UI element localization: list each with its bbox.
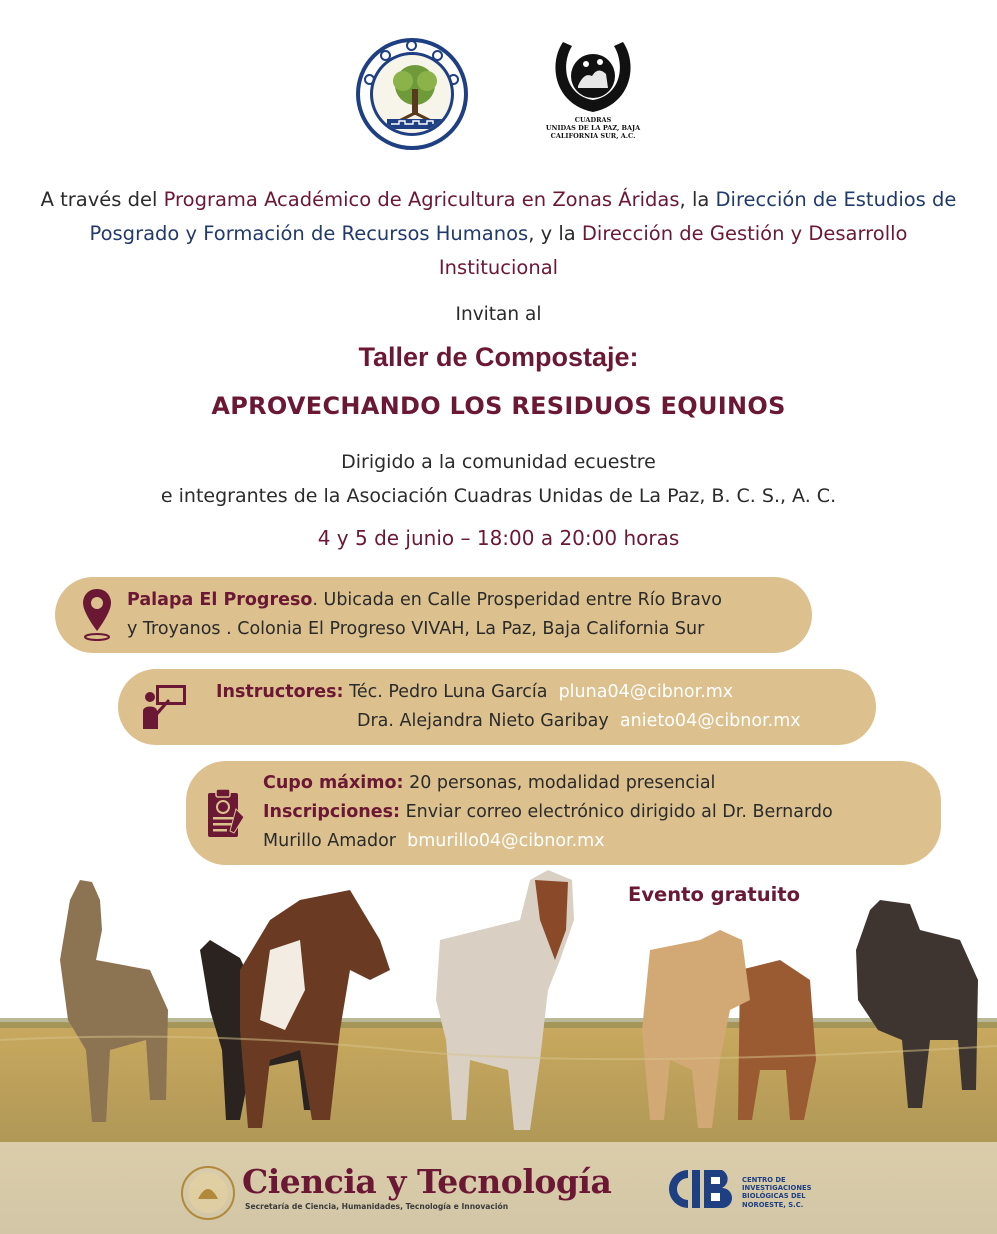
direction-postgrad: Dirección de Estudios de Posgrado y Formación de Recursos Humanos — [89, 188, 957, 245]
registration-panel — [186, 761, 941, 865]
instructor-1-name: Téc. Pedro Luna García — [349, 682, 548, 702]
mexico-seal-icon — [180, 1165, 236, 1221]
cib-line-3: BIOLÓGICAS DEL — [742, 1192, 806, 1201]
location-name: Palapa El Progreso — [127, 590, 313, 610]
intro-text-1: A través del — [40, 188, 164, 211]
ciencia-tecnologia-subtitle: Secretaría de Ciencia, Humanidades, Tecnología e Innovación — [245, 1202, 509, 1211]
horse-logo-caption-2: UNIDAS DE LA PAZ, BAJA — [545, 124, 641, 132]
instructor-2-email[interactable]: anieto04@cibnor.mx — [619, 711, 801, 731]
location-line-1: . Ubicada en Calle Prosperidad entre Río Bravo — [312, 590, 722, 610]
horse-logo-caption-3: CALIFORNIA SUR, A.C. — [550, 132, 636, 140]
instructors-panel — [118, 669, 876, 745]
program-name: Programa Académico de Agricultura en Zonas Áridas — [163, 188, 680, 211]
audience-line-1: Dirigido a la comunidad ecuestre — [341, 451, 656, 473]
instructor-1-email[interactable]: pluna04@cibnor.mx — [558, 682, 734, 702]
presenter-icon — [140, 683, 188, 731]
cib-logo-icon — [662, 1166, 738, 1212]
logo-bar — [0, 34, 997, 154]
capacity-label: Cupo máximo: — [263, 773, 404, 793]
registration-email[interactable]: bmurillo04@cibnor.mx — [407, 831, 605, 851]
intro-text-3: , y la — [528, 222, 582, 245]
invitation-text: Invitan al — [455, 304, 542, 325]
cib-line-4: NOROESTE, S.C. — [742, 1200, 804, 1209]
capacity-value: 20 personas, modalidad presencial — [403, 773, 716, 793]
event-date: 4 y 5 de junio – 18:00 a 20:00 horas — [317, 526, 680, 550]
event-subtitle: APROVECHANDO LOS RESIDUOS EQUINOS — [211, 392, 786, 420]
ciencia-tecnologia-brand: Ciencia y Tecnología — [242, 1162, 612, 1201]
clipboard-form-icon — [206, 787, 246, 841]
location-pin-icon — [81, 587, 113, 643]
horse-logo-caption-1: CUADRAS — [574, 116, 612, 124]
instructors-label: Instructores: — [216, 682, 344, 702]
registration-label: Inscripciones: — [263, 802, 401, 822]
cib-line-2: INVESTIGACIONES — [742, 1184, 812, 1193]
intro-text-2: , la — [679, 188, 716, 211]
registration-contact: Murillo Amador — [263, 831, 396, 851]
event-title: Taller de Compostaje: — [358, 342, 639, 372]
audience-line-2: e integrantes de la Asociación Cuadras Unidas de La Paz, B. C. S., A. C. — [160, 485, 837, 507]
location-line-2: y Troyanos . Colonia El Progreso VIVAH, La Paz, Baja California Sur — [127, 619, 705, 639]
tree-seal-icon — [356, 38, 468, 150]
cib-text — [742, 1176, 812, 1209]
cib-line-1: CENTRO DE — [742, 1176, 786, 1184]
intro-paragraph — [40, 183, 957, 285]
free-event-label: Evento gratuito — [628, 883, 800, 906]
horseshoe-riders-icon — [545, 34, 641, 149]
registration-value: Enviar correo electrónico dirigido al Dr. Bernardo — [400, 802, 833, 822]
instructor-2-name: Dra. Alejandra Nieto Garibay — [357, 711, 609, 731]
direction-management: Dirección de Gestión y Desarrollo Institucional — [438, 222, 908, 279]
audience — [0, 445, 997, 513]
location-panel — [55, 577, 812, 653]
